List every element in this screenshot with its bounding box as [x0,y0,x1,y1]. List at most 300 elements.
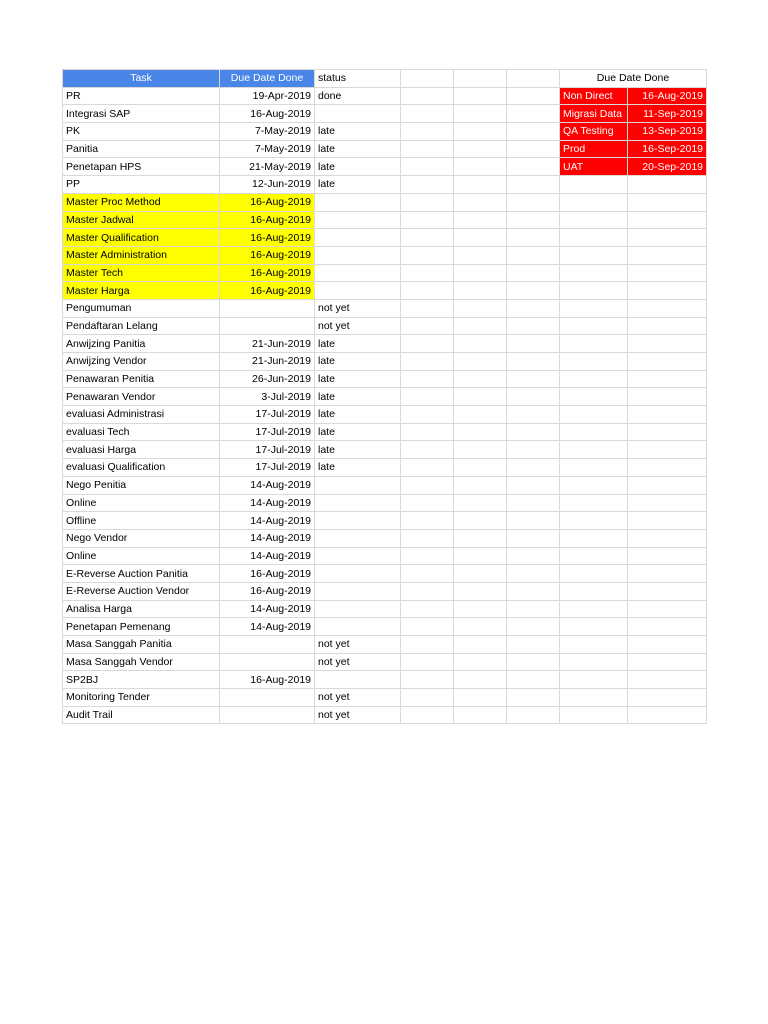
empty-cell[interactable] [507,689,560,707]
empty-cell[interactable] [507,211,560,229]
status-cell[interactable] [315,494,401,512]
empty-cell[interactable] [401,264,454,282]
empty-cell[interactable] [507,582,560,600]
empty-cell[interactable] [507,264,560,282]
empty-cell[interactable] [401,423,454,441]
due-date-cell[interactable]: 21-May-2019 [220,158,315,176]
due-date-cell[interactable]: 21-Jun-2019 [220,353,315,371]
due-date-cell[interactable]: 17-Jul-2019 [220,459,315,477]
empty-cell[interactable] [401,282,454,300]
empty-cell[interactable] [507,282,560,300]
status-cell[interactable] [315,600,401,618]
phase-date-cell[interactable] [628,547,707,565]
empty-cell[interactable] [454,353,507,371]
due-date-cell[interactable] [220,636,315,654]
empty-cell[interactable] [401,636,454,654]
empty-cell[interactable] [507,406,560,424]
phase-label-cell[interactable] [560,618,628,636]
empty-header-cell[interactable] [507,70,560,88]
due-date-cell[interactable]: 14-Aug-2019 [220,600,315,618]
due-date-cell[interactable] [220,317,315,335]
empty-cell[interactable] [401,246,454,264]
empty-cell[interactable] [454,140,507,158]
empty-cell[interactable] [454,299,507,317]
empty-cell[interactable] [454,211,507,229]
phase-date-cell[interactable] [628,565,707,583]
phase-label-cell[interactable] [560,299,628,317]
empty-cell[interactable] [454,441,507,459]
task-cell[interactable]: Analisa Harga [63,600,220,618]
status-cell[interactable]: late [315,423,401,441]
empty-cell[interactable] [507,176,560,194]
empty-cell[interactable] [401,370,454,388]
empty-cell[interactable] [454,176,507,194]
empty-cell[interactable] [507,476,560,494]
due-date-cell[interactable]: 16-Aug-2019 [220,105,315,123]
status-cell[interactable]: late [315,459,401,477]
phase-date-cell[interactable] [628,388,707,406]
phase-label-cell[interactable] [560,246,628,264]
phase-label-cell[interactable] [560,282,628,300]
empty-cell[interactable] [507,246,560,264]
phase-label-cell[interactable] [560,459,628,477]
empty-cell[interactable] [401,335,454,353]
status-cell[interactable]: late [315,388,401,406]
empty-cell[interactable] [401,388,454,406]
empty-cell[interactable] [454,476,507,494]
due-date-cell[interactable] [220,299,315,317]
empty-cell[interactable] [454,459,507,477]
empty-cell[interactable] [454,706,507,724]
empty-cell[interactable] [454,529,507,547]
status-cell[interactable] [315,246,401,264]
empty-cell[interactable] [507,512,560,530]
empty-cell[interactable] [507,547,560,565]
empty-cell[interactable] [401,671,454,689]
status-cell[interactable]: done [315,87,401,105]
empty-cell[interactable] [454,158,507,176]
task-cell[interactable]: evaluasi Administrasi [63,406,220,424]
empty-cell[interactable] [454,512,507,530]
phase-label-cell[interactable] [560,211,628,229]
status-cell[interactable]: late [315,406,401,424]
phase-date-cell[interactable] [628,706,707,724]
phase-label-cell[interactable]: Migrasi Data [560,105,628,123]
due-date-cell[interactable]: 16-Aug-2019 [220,193,315,211]
due-date-cell[interactable]: 19-Apr-2019 [220,87,315,105]
task-cell[interactable]: evaluasi Qualification [63,459,220,477]
empty-cell[interactable] [401,299,454,317]
empty-cell[interactable] [401,600,454,618]
due-date-cell[interactable]: 16-Aug-2019 [220,229,315,247]
phase-label-cell[interactable] [560,706,628,724]
task-cell[interactable]: Master Administration [63,246,220,264]
phase-label-cell[interactable] [560,689,628,707]
due-date-cell[interactable] [220,706,315,724]
phase-label-cell[interactable] [560,264,628,282]
task-cell[interactable]: Offline [63,512,220,530]
task-cell[interactable]: Online [63,547,220,565]
phase-date-cell[interactable] [628,582,707,600]
status-cell[interactable] [315,565,401,583]
status-cell[interactable] [315,529,401,547]
phase-date-cell[interactable] [628,176,707,194]
empty-cell[interactable] [454,335,507,353]
phase-label-cell[interactable] [560,547,628,565]
status-cell[interactable]: late [315,158,401,176]
phase-date-cell[interactable]: 16-Sep-2019 [628,140,707,158]
task-cell[interactable]: Online [63,494,220,512]
task-cell[interactable]: Audit Trail [63,706,220,724]
empty-cell[interactable] [507,494,560,512]
phase-date-cell[interactable] [628,282,707,300]
empty-cell[interactable] [507,388,560,406]
phase-label-cell[interactable] [560,512,628,530]
phase-label-cell[interactable] [560,494,628,512]
empty-cell[interactable] [507,193,560,211]
empty-cell[interactable] [507,618,560,636]
empty-cell[interactable] [507,459,560,477]
status-cell[interactable]: late [315,176,401,194]
task-cell[interactable]: Monitoring Tender [63,689,220,707]
empty-cell[interactable] [454,636,507,654]
phase-date-cell[interactable] [628,459,707,477]
due-date-cell[interactable]: 14-Aug-2019 [220,512,315,530]
task-cell[interactable]: Nego Penitia [63,476,220,494]
empty-cell[interactable] [401,565,454,583]
phase-date-cell[interactable] [628,193,707,211]
due-date-cell[interactable]: 16-Aug-2019 [220,582,315,600]
empty-cell[interactable] [454,547,507,565]
phase-date-cell[interactable] [628,370,707,388]
phase-date-cell[interactable]: 11-Sep-2019 [628,105,707,123]
empty-cell[interactable] [507,370,560,388]
task-cell[interactable]: Panitia [63,140,220,158]
status-cell[interactable] [315,105,401,123]
table-row [63,689,707,707]
due-date-cell[interactable]: 16-Aug-2019 [220,282,315,300]
empty-cell[interactable] [401,158,454,176]
empty-cell[interactable] [401,476,454,494]
empty-cell[interactable] [401,229,454,247]
task-header[interactable]: Task [63,70,220,88]
due-date-cell[interactable]: 16-Aug-2019 [220,211,315,229]
phase-date-cell[interactable]: 20-Sep-2019 [628,158,707,176]
status-cell[interactable]: not yet [315,653,401,671]
status-cell[interactable] [315,264,401,282]
empty-cell[interactable] [401,87,454,105]
task-cell[interactable]: Master Qualification [63,229,220,247]
empty-cell[interactable] [454,388,507,406]
empty-cell[interactable] [507,653,560,671]
phase-label-cell[interactable] [560,653,628,671]
empty-cell[interactable] [454,229,507,247]
empty-cell[interactable] [507,600,560,618]
empty-cell[interactable] [401,353,454,371]
status-cell[interactable]: late [315,140,401,158]
empty-cell[interactable] [401,176,454,194]
phase-label-cell[interactable] [560,229,628,247]
status-cell[interactable] [315,547,401,565]
empty-cell[interactable] [507,636,560,654]
due-date-cell[interactable]: 14-Aug-2019 [220,547,315,565]
due-date-cell[interactable]: 26-Jun-2019 [220,370,315,388]
due-date-cell[interactable]: 12-Jun-2019 [220,176,315,194]
due-date-cell[interactable]: 21-Jun-2019 [220,335,315,353]
due-date-cell[interactable]: 3-Jul-2019 [220,388,315,406]
phase-label-cell[interactable] [560,582,628,600]
phase-date-cell[interactable] [628,494,707,512]
phase-label-cell[interactable] [560,636,628,654]
empty-cell[interactable] [507,123,560,141]
empty-cell[interactable] [507,87,560,105]
due-date-cell[interactable]: 16-Aug-2019 [220,246,315,264]
due-date-cell[interactable]: 16-Aug-2019 [220,264,315,282]
empty-cell[interactable] [507,335,560,353]
due-date-cell[interactable]: 16-Aug-2019 [220,565,315,583]
empty-cell[interactable] [401,406,454,424]
due-date-cell[interactable]: 7-May-2019 [220,140,315,158]
empty-cell[interactable] [454,423,507,441]
task-cell[interactable]: Master Jadwal [63,211,220,229]
empty-cell[interactable] [401,441,454,459]
empty-cell[interactable] [507,158,560,176]
due-date-cell[interactable]: 14-Aug-2019 [220,618,315,636]
task-cell[interactable]: E-Reverse Auction Panitia [63,565,220,583]
empty-cell[interactable] [454,565,507,583]
task-cell[interactable]: Anwijzing Panitia [63,335,220,353]
phase-label-cell[interactable] [560,441,628,459]
phase-date-cell[interactable] [628,211,707,229]
task-cell[interactable]: Masa Sanggah Vendor [63,653,220,671]
phase-date-cell[interactable] [628,671,707,689]
phase-label-cell[interactable] [560,529,628,547]
phase-date-cell[interactable] [628,600,707,618]
phase-label-cell[interactable] [560,388,628,406]
empty-cell[interactable] [507,529,560,547]
due-date-cell[interactable] [220,689,315,707]
status-cell[interactable]: late [315,353,401,371]
status-cell[interactable] [315,193,401,211]
due-date-cell[interactable]: 14-Aug-2019 [220,476,315,494]
phase-date-cell[interactable] [628,246,707,264]
task-cell[interactable]: Pengumuman [63,299,220,317]
empty-cell[interactable] [401,689,454,707]
phase-label-cell[interactable] [560,335,628,353]
phase-date-cell[interactable] [628,512,707,530]
phase-label-cell[interactable] [560,423,628,441]
task-cell[interactable]: PK [63,123,220,141]
status-cell[interactable]: not yet [315,706,401,724]
status-cell[interactable]: late [315,370,401,388]
empty-cell[interactable] [454,494,507,512]
empty-cell[interactable] [454,671,507,689]
empty-cell[interactable] [507,317,560,335]
phase-label-cell[interactable] [560,370,628,388]
phase-date-cell[interactable] [628,476,707,494]
phase-date-cell[interactable] [628,529,707,547]
empty-cell[interactable] [401,105,454,123]
due-date-cell[interactable]: 7-May-2019 [220,123,315,141]
status-cell[interactable] [315,229,401,247]
status-cell[interactable]: late [315,123,401,141]
empty-cell[interactable] [454,105,507,123]
due-date-cell[interactable]: 14-Aug-2019 [220,494,315,512]
due-date-cell[interactable]: 17-Jul-2019 [220,406,315,424]
due-date-cell[interactable]: 17-Jul-2019 [220,423,315,441]
empty-cell[interactable] [454,618,507,636]
task-cell[interactable]: evaluasi Tech [63,423,220,441]
empty-cell[interactable] [454,87,507,105]
empty-cell[interactable] [507,565,560,583]
status-cell[interactable]: not yet [315,689,401,707]
right-due-date-header[interactable]: Due Date Done [560,70,707,88]
phase-date-cell[interactable] [628,441,707,459]
task-cell[interactable]: evaluasi Harga [63,441,220,459]
empty-cell[interactable] [507,706,560,724]
task-cell[interactable]: SP2BJ [63,671,220,689]
status-cell[interactable]: late [315,441,401,459]
phase-label-cell[interactable] [560,406,628,424]
empty-cell[interactable] [454,370,507,388]
task-cell[interactable]: Master Tech [63,264,220,282]
empty-cell[interactable] [507,671,560,689]
task-cell[interactable]: Pendaftaran Lelang [63,317,220,335]
empty-cell[interactable] [454,653,507,671]
status-cell[interactable] [315,618,401,636]
empty-cell[interactable] [401,193,454,211]
phase-label-cell[interactable] [560,600,628,618]
phase-label-cell[interactable]: Non Direct [560,87,628,105]
phase-date-cell[interactable] [628,636,707,654]
due-date-cell[interactable] [220,653,315,671]
phase-date-cell[interactable] [628,299,707,317]
empty-header-cell[interactable] [454,70,507,88]
due-date-header[interactable]: Due Date Done [220,70,315,88]
empty-cell[interactable] [401,211,454,229]
empty-cell[interactable] [401,317,454,335]
phase-label-cell[interactable]: Prod [560,140,628,158]
empty-cell[interactable] [454,264,507,282]
status-cell[interactable] [315,582,401,600]
status-header[interactable]: status [315,70,401,88]
empty-cell[interactable] [507,299,560,317]
empty-cell[interactable] [401,582,454,600]
phase-label-cell[interactable]: UAT [560,158,628,176]
empty-cell[interactable] [401,459,454,477]
empty-cell[interactable] [454,123,507,141]
phase-date-cell[interactable] [628,689,707,707]
task-cell[interactable]: Master Proc Method [63,193,220,211]
phase-date-cell[interactable] [628,423,707,441]
empty-cell[interactable] [507,441,560,459]
phase-date-cell[interactable] [628,317,707,335]
status-cell[interactable] [315,282,401,300]
task-cell[interactable]: Penetapan Pemenang [63,618,220,636]
status-cell[interactable]: not yet [315,317,401,335]
status-cell[interactable]: not yet [315,636,401,654]
phase-label-cell[interactable] [560,176,628,194]
task-schedule-table [62,69,707,724]
phase-label-cell[interactable] [560,193,628,211]
empty-cell[interactable] [401,123,454,141]
phase-label-cell[interactable] [560,317,628,335]
empty-cell[interactable] [401,706,454,724]
phase-date-cell[interactable]: 16-Aug-2019 [628,87,707,105]
phase-label-cell[interactable] [560,476,628,494]
task-cell[interactable]: Integrasi SAP [63,105,220,123]
due-date-cell[interactable]: 16-Aug-2019 [220,671,315,689]
phase-date-cell[interactable] [628,353,707,371]
status-cell[interactable] [315,211,401,229]
status-cell[interactable] [315,671,401,689]
table-row [63,370,707,388]
task-cell[interactable]: Penetapan HPS [63,158,220,176]
empty-cell[interactable] [401,494,454,512]
phase-date-cell[interactable] [628,406,707,424]
status-cell[interactable] [315,512,401,530]
task-cell[interactable]: Penawaran Penitia [63,370,220,388]
phase-date-cell[interactable] [628,335,707,353]
empty-cell[interactable] [454,582,507,600]
empty-cell[interactable] [454,246,507,264]
status-cell[interactable]: late [315,335,401,353]
task-cell[interactable]: Master Harga [63,282,220,300]
due-date-cell[interactable]: 14-Aug-2019 [220,529,315,547]
phase-date-cell[interactable] [628,264,707,282]
empty-cell[interactable] [507,140,560,158]
task-cell[interactable]: Masa Sanggah Panitia [63,636,220,654]
phase-date-cell[interactable]: 13-Sep-2019 [628,123,707,141]
task-cell[interactable]: E-Reverse Auction Vendor [63,582,220,600]
empty-cell[interactable] [454,406,507,424]
empty-cell[interactable] [454,193,507,211]
empty-cell[interactable] [401,140,454,158]
phase-date-cell[interactable] [628,618,707,636]
empty-cell[interactable] [401,618,454,636]
empty-cell[interactable] [507,353,560,371]
phase-date-cell[interactable] [628,229,707,247]
empty-cell[interactable] [454,600,507,618]
task-cell[interactable]: Penawaran Vendor [63,388,220,406]
table-row [63,671,707,689]
empty-cell[interactable] [401,653,454,671]
empty-cell[interactable] [507,423,560,441]
phase-label-cell[interactable]: QA Testing [560,123,628,141]
due-date-cell[interactable]: 17-Jul-2019 [220,441,315,459]
empty-cell[interactable] [454,689,507,707]
phase-label-cell[interactable] [560,565,628,583]
phase-label-cell[interactable] [560,353,628,371]
empty-cell[interactable] [454,282,507,300]
empty-cell[interactable] [401,547,454,565]
task-cell[interactable]: PP [63,176,220,194]
task-cell[interactable]: Nego Vendor [63,529,220,547]
empty-cell[interactable] [454,317,507,335]
task-cell[interactable]: Anwijzing Vendor [63,353,220,371]
empty-cell[interactable] [401,512,454,530]
empty-header-cell[interactable] [401,70,454,88]
status-cell[interactable] [315,476,401,494]
phase-date-cell[interactable] [628,653,707,671]
empty-cell[interactable] [507,105,560,123]
empty-cell[interactable] [507,229,560,247]
empty-cell[interactable] [401,529,454,547]
table-row [63,529,707,547]
phase-label-cell[interactable] [560,671,628,689]
task-cell[interactable]: PR [63,87,220,105]
status-cell[interactable]: not yet [315,299,401,317]
